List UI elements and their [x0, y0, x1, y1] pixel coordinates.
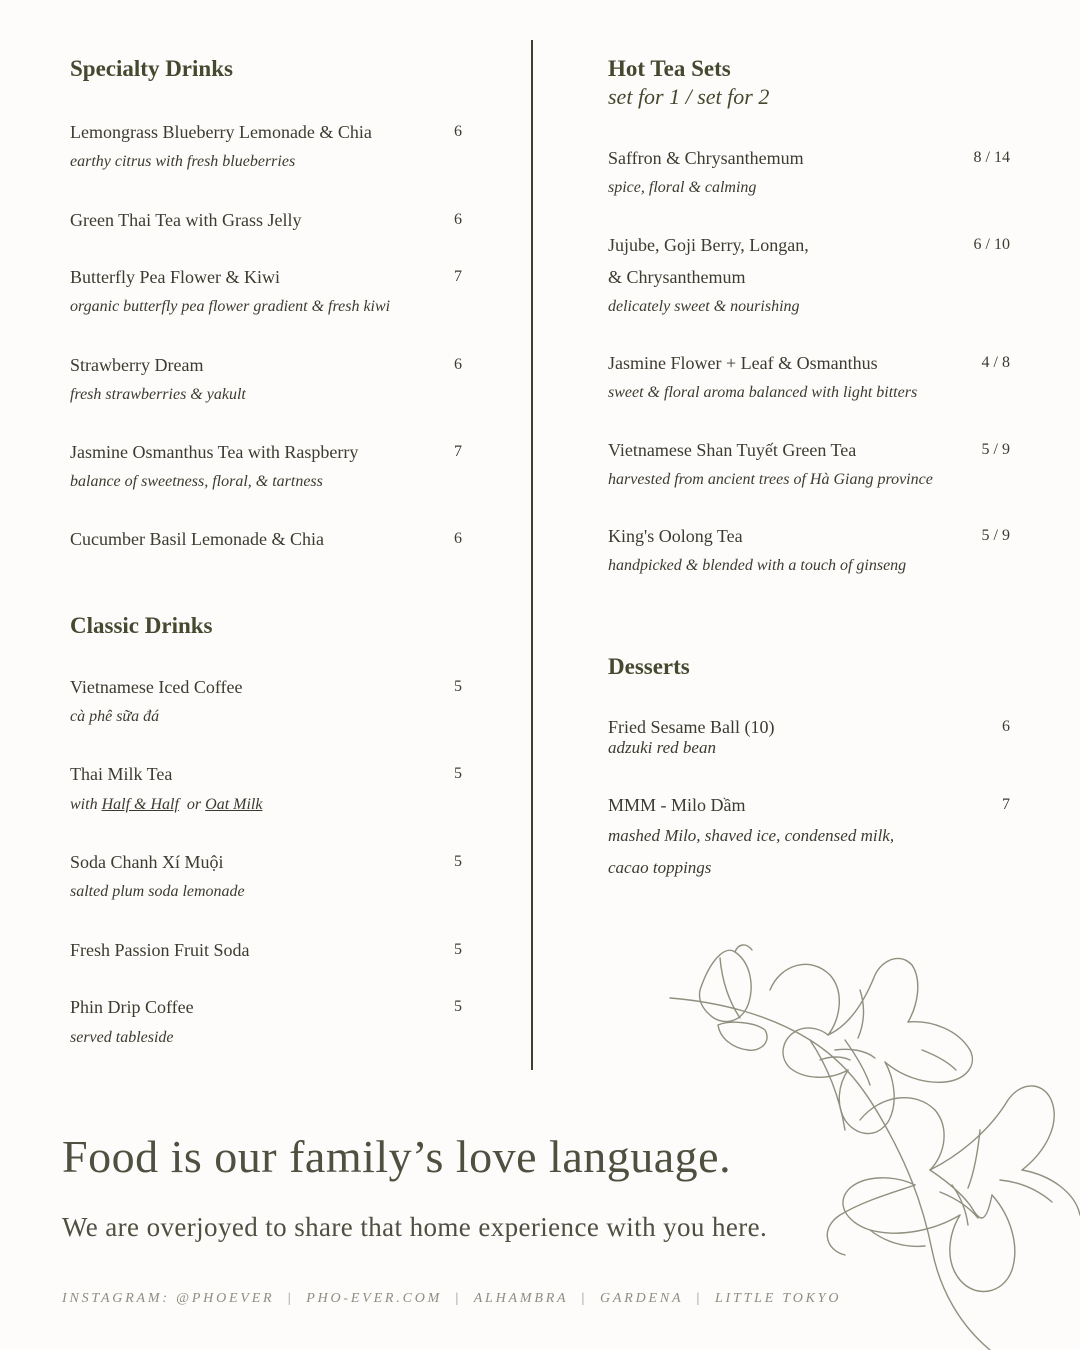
menu-item [70, 676, 470, 727]
item-price: 6 [454, 211, 462, 228]
item-desc: served tableside [70, 1029, 174, 1046]
item-price: 6 [1002, 718, 1010, 735]
item-price: 6 / 10 [973, 236, 1010, 253]
item-price: 7 [454, 443, 462, 460]
menu-item [70, 528, 470, 550]
item-price: 5 [454, 941, 462, 958]
item-desc: cà phê sữa đá [70, 708, 160, 725]
item-desc: harvested from ancient trees of Hà Giang province [608, 471, 933, 488]
item-name: Vietnamese Shan Tuyết Green Tea [608, 440, 857, 460]
item-name: Cucumber Basil Lemonade & Chia [70, 529, 324, 549]
item-name: Phin Drip Coffee [70, 997, 194, 1017]
menu-item [70, 851, 470, 902]
menu-item [608, 716, 1018, 758]
item-price: 6 [454, 530, 462, 547]
menu-item [608, 234, 1018, 317]
menu-item [70, 121, 470, 172]
item-name: King's Oolong Tea [608, 526, 743, 546]
menu-item [70, 763, 470, 815]
item-name: Strawberry Dream [70, 355, 204, 375]
column-divider [531, 40, 533, 1070]
item-price: 5 [454, 853, 462, 870]
menu-item [608, 794, 1018, 878]
item-name: Fresh Passion Fruit Soda [70, 940, 250, 960]
desc-prefix: with [70, 796, 102, 813]
item-desc: handpicked & blended with a touch of ginseng [608, 557, 907, 574]
item-price: 5 [454, 998, 462, 1015]
item-name: Jasmine Osmanthus Tea with Raspberry [70, 442, 359, 462]
classic-drinks-title: Classic Drinks [70, 613, 213, 638]
item-price: 7 [1002, 796, 1010, 813]
desc-mid: or [178, 796, 206, 813]
item-name-line2: & Chrysanthemum [608, 267, 746, 287]
item-desc: organic butterfly pea flower gradient & fresh kiwi [70, 298, 391, 315]
item-desc-line2: cacao toppings [608, 858, 712, 877]
subline: We are overjoyed to share that home experience with you here. [62, 1212, 768, 1242]
desserts-title: Desserts [608, 654, 690, 679]
item-price: 8 / 14 [973, 149, 1010, 166]
menu-item [70, 354, 470, 405]
item-desc: salted plum soda lemonade [70, 883, 245, 900]
item-desc: spice, floral & calming [608, 179, 757, 196]
item-price: 7 [454, 268, 462, 285]
item-name: Jujube, Goji Berry, Longan, [608, 235, 809, 255]
item-name: Lemongrass Blueberry Lemonade & Chia [70, 122, 372, 142]
item-desc: mashed Milo, shaved ice, condensed milk, [608, 826, 895, 845]
item-name: Saffron & Chrysanthemum [608, 148, 804, 168]
item-name: Thai Milk Tea [70, 764, 173, 784]
menu-item [70, 209, 470, 231]
hot-tea-sets-title: Hot Tea Sets [608, 56, 731, 81]
item-desc: adzuki red bean [608, 738, 716, 757]
item-name: MMM - Milo Dầm [608, 795, 746, 815]
menu-item [608, 525, 1018, 576]
item-desc: delicately sweet & nourishing [608, 298, 800, 315]
menu-item [70, 939, 470, 961]
item-price: 5 [454, 765, 462, 782]
menu-item [70, 996, 470, 1048]
item-desc: earthy citrus with fresh blueberries [70, 153, 296, 170]
tagline: Food is our family’s love language. [62, 1131, 732, 1182]
item-desc: sweet & floral aroma balanced with light bitters [608, 384, 918, 401]
item-desc: balance of sweetness, floral, & tartness [70, 473, 323, 490]
item-name: Jasmine Flower + Leaf & Osmanthus [608, 353, 878, 373]
menu-item [70, 441, 470, 492]
specialty-drinks-title: Specialty Drinks [70, 56, 233, 81]
item-price: 6 [454, 356, 462, 373]
footer-info: INSTAGRAM: @PHOEVER | PHO-EVER.COM | ALHAMBRA | GARDENA | LITTLE TOKYO [62, 1291, 842, 1306]
hot-tea-sets-subtitle: set for 1 / set for 2 [608, 84, 770, 109]
menu-item [608, 147, 1018, 198]
item-name: Fried Sesame Ball (10) [608, 717, 775, 737]
oat-milk-option: Oat Milk [205, 796, 263, 813]
half-and-half-option: Half & Half [101, 796, 179, 813]
item-price: 4 / 8 [981, 354, 1010, 371]
menu-item [70, 266, 470, 317]
item-price: 5 / 9 [981, 441, 1010, 458]
item-price: 5 / 9 [981, 527, 1010, 544]
item-name: Green Thai Tea with Grass Jelly [70, 210, 302, 230]
menu-item [608, 439, 1018, 490]
item-name: Butterfly Pea Flower & Kiwi [70, 267, 280, 287]
menu-item [608, 352, 1018, 403]
item-name: Soda Chanh Xí Muội [70, 852, 224, 872]
item-desc: fresh strawberries & yakult [70, 386, 246, 403]
item-price: 6 [454, 123, 462, 140]
item-desc [70, 795, 470, 815]
item-name: Vietnamese Iced Coffee [70, 677, 243, 697]
item-price: 5 [454, 678, 462, 695]
